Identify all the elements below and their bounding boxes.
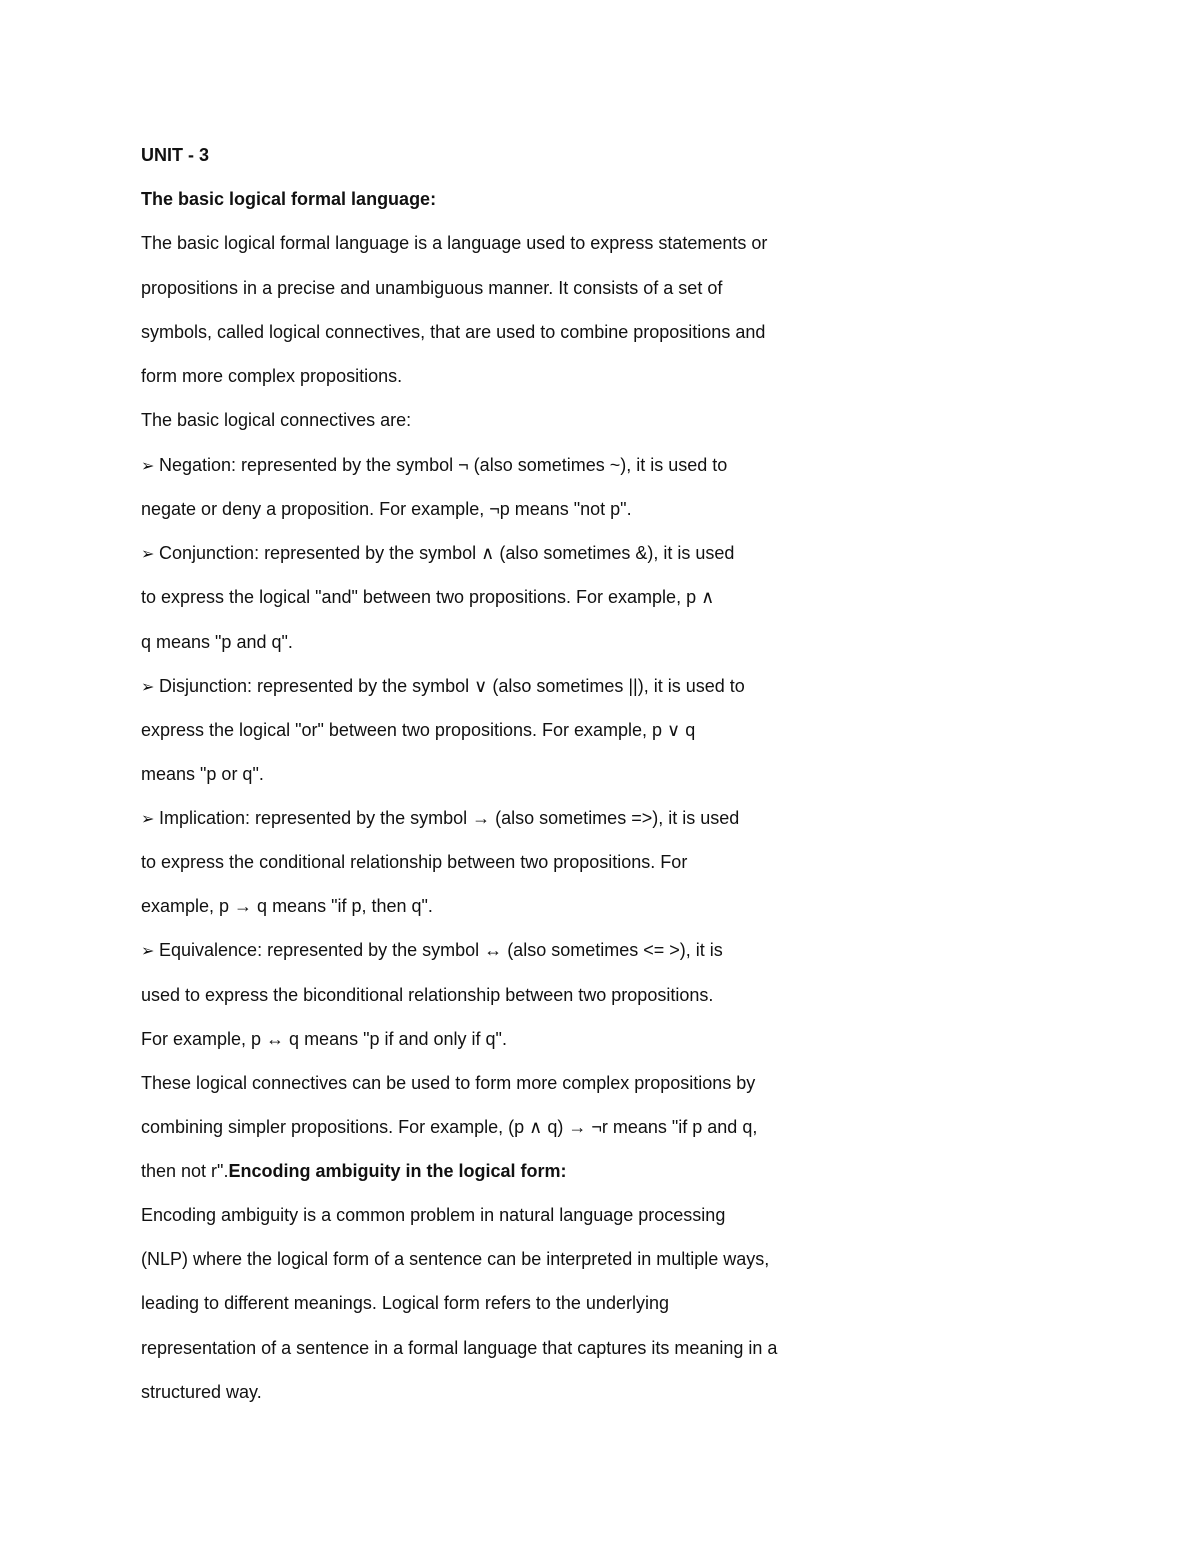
disjunction-text-1: Disjunction: represented by the symbol ∨ (also sometimes ||), it is used to: [159, 676, 745, 696]
equivalence-text-1: Equivalence: represented by the symbol ↔ (also sometimes <= >), it is: [159, 940, 723, 960]
ambiguity-line-3: leading to different meanings. Logical form refers to the underlying: [141, 1293, 669, 1313]
negation-line-1: [141, 453, 727, 479]
implication-line-2: to express the conditional relationship between two propositions. For: [141, 852, 688, 872]
arrow-bullet-icon: ➢: [141, 811, 155, 828]
combination-line-2: combining simpler propositions. For example, (p ∧ q) → ¬r means "if p and q,: [141, 1117, 758, 1137]
ambiguity-line-2: (NLP) where the logical form of a sentence can be interpreted in multiple ways,: [141, 1249, 770, 1269]
intro-line-2: propositions in a precise and unambiguous manner. It consists of a set of: [141, 278, 723, 298]
intro-line-3: symbols, called logical connectives, that are used to combine propositions and: [141, 322, 766, 342]
connectives-intro: The basic logical connectives are:: [141, 410, 412, 430]
arrow-bullet-icon: ➢: [141, 943, 155, 960]
disjunction-line-2: express the logical "or" between two propositions. For example, p ∨ q: [141, 720, 696, 740]
section-heading-encoding-ambiguity: Encoding ambiguity in the logical form:: [228, 1161, 567, 1181]
negation-line-2: negate or deny a proposition. For example, ¬p means "not p".: [141, 499, 632, 519]
arrow-bullet-icon: ➢: [141, 679, 155, 696]
intro-line-4: form more complex propositions.: [141, 366, 403, 386]
unit-title: UNIT - 3: [141, 145, 210, 165]
equivalence-line-3: For example, p ↔ q means "p if and only if q".: [141, 1029, 507, 1049]
combination-line-1: These logical connectives can be used to form more complex propositions by: [141, 1073, 756, 1093]
conjunction-line-1: [141, 541, 734, 567]
equivalence-line-1: [141, 938, 723, 964]
ambiguity-line-1: Encoding ambiguity is a common problem in natural language processing: [141, 1205, 726, 1225]
combination-tail: then not r".: [141, 1161, 229, 1181]
disjunction-line-1: [141, 674, 745, 700]
combination-tail-and-heading: [141, 1159, 566, 1183]
section-heading-basic-logical-formal-language: The basic logical formal language:: [141, 189, 437, 209]
arrow-bullet-icon: ➢: [141, 546, 155, 563]
equivalence-line-2: used to express the biconditional relationship between two propositions.: [141, 985, 714, 1005]
disjunction-line-3: means "p or q".: [141, 764, 264, 784]
implication-line-3: example, p → q means "if p, then q".: [141, 896, 433, 916]
conjunction-line-3: q means "p and q".: [141, 632, 293, 652]
ambiguity-line-4: representation of a sentence in a formal language that captures its meaning in a: [141, 1338, 778, 1358]
conjunction-text-1: Conjunction: represented by the symbol ∧ (also sometimes &), it is used: [159, 543, 735, 563]
ambiguity-line-5: structured way.: [141, 1382, 262, 1402]
implication-text-1: Implication: represented by the symbol → (also sometimes =>), it is used: [159, 808, 740, 828]
negation-text-1: Negation: represented by the symbol ¬ (also sometimes ~), it is used to: [159, 455, 728, 475]
intro-line-1: The basic logical formal language is a language used to express statements or: [141, 233, 768, 253]
arrow-bullet-icon: ➢: [141, 458, 155, 475]
implication-line-1: [141, 806, 739, 832]
conjunction-line-2: to express the logical "and" between two propositions. For example, p ∧: [141, 587, 715, 607]
